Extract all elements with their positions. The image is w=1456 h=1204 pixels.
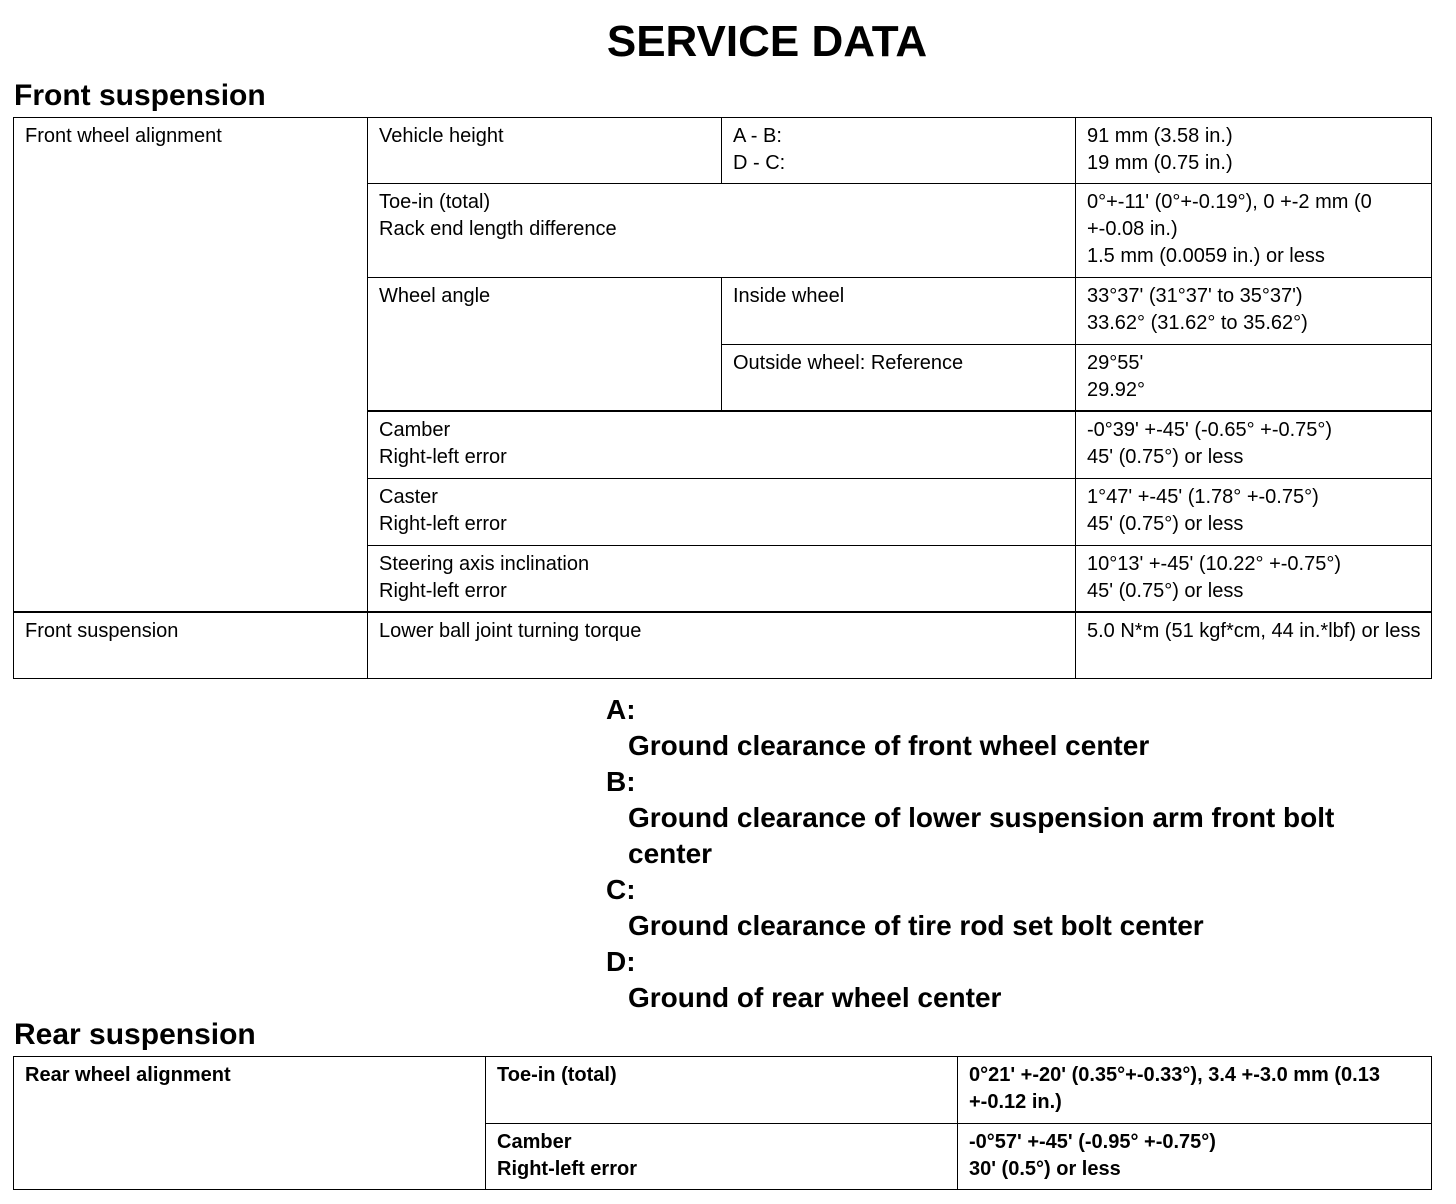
ball-joint-label: Lower ball joint turning torque [368, 612, 1076, 679]
camber-value: -0°39' +-45' (-0.65° +-0.75°) 45' (0.75°) or less [1076, 411, 1432, 478]
wheel-angle-label: Wheel angle [368, 278, 722, 412]
legend-desc-b: Ground clearance of lower suspension arm front bolt center [628, 802, 1335, 869]
steering-axis-label: Steering axis inclination Right-left error [368, 545, 1076, 612]
rear-suspension-table [13, 1056, 1432, 1190]
table-row [14, 612, 1432, 679]
legend-key-a: A: [606, 694, 636, 725]
camber-label: Camber Right-left error [368, 411, 1076, 478]
rear-toe-in-value: 0°21' +-20' (0.35°+-0.33°), 3.4 +-3.0 mm (0.13 +-0.12 in.) [958, 1057, 1432, 1124]
vehicle-height-sub: A - B: D - C: [722, 118, 1076, 184]
vehicle-height-label: Vehicle height [368, 118, 722, 184]
caster-value: 1°47' +-45' (1.78° +-0.75°) 45' (0.75°) or less [1076, 478, 1432, 545]
table-row [14, 1057, 1432, 1124]
caster-label: Caster Right-left error [368, 478, 1076, 545]
legend-key-d: D: [606, 946, 636, 977]
steering-axis-value: 10°13' +-45' (10.22° +-0.75°) 45' (0.75°) or less [1076, 545, 1432, 612]
vehicle-height-value: 91 mm (3.58 in.) 19 mm (0.75 in.) [1076, 118, 1432, 184]
outside-wheel-value: 29°55' 29.92° [1076, 345, 1432, 412]
rear-camber-label: Camber Right-left error [486, 1124, 958, 1190]
inside-wheel-value: 33°37' (31°37' to 35°37') 33.62° (31.62° to 35.62°) [1076, 278, 1432, 345]
rear-suspension-heading: Rear suspension [14, 1018, 256, 1051]
legend-desc-a: Ground clearance of front wheel center [628, 730, 1150, 761]
ball-joint-value: 5.0 N*m (51 kgf*cm, 44 in.*lbf) or less [1076, 612, 1432, 679]
front-suspension-heading: Front suspension [14, 79, 266, 112]
toe-in-label: Toe-in (total) Rack end length difference [368, 184, 1076, 278]
legend-desc-c: Ground clearance of tire rod set bolt center [628, 910, 1204, 941]
page-title: SERVICE DATA [606, 17, 928, 66]
front-suspension-label: Front suspension [14, 612, 368, 679]
rear-wheel-alignment-label: Rear wheel alignment [14, 1057, 486, 1190]
inside-wheel-label: Inside wheel [722, 278, 1076, 345]
front-suspension-table [13, 117, 1432, 679]
dimension-legend [606, 692, 1418, 1016]
rear-camber-value: -0°57' +-45' (-0.95° +-0.75°) 30' (0.5°) or less [958, 1124, 1432, 1190]
rear-toe-in-label: Toe-in (total) [486, 1057, 958, 1124]
toe-in-value: 0°+-11' (0°+-0.19°), 0 +-2 mm (0 +-0.08 in.) 1.5 mm (0.0059 in.) or less [1076, 184, 1432, 278]
legend-desc-d: Ground of rear wheel center [628, 982, 1002, 1013]
front-wheel-alignment-label: Front wheel alignment [14, 118, 368, 612]
table-row [14, 118, 1432, 184]
outside-wheel-label: Outside wheel: Reference [722, 345, 1076, 412]
legend-key-b: B: [606, 766, 636, 797]
legend-key-c: C: [606, 874, 636, 905]
